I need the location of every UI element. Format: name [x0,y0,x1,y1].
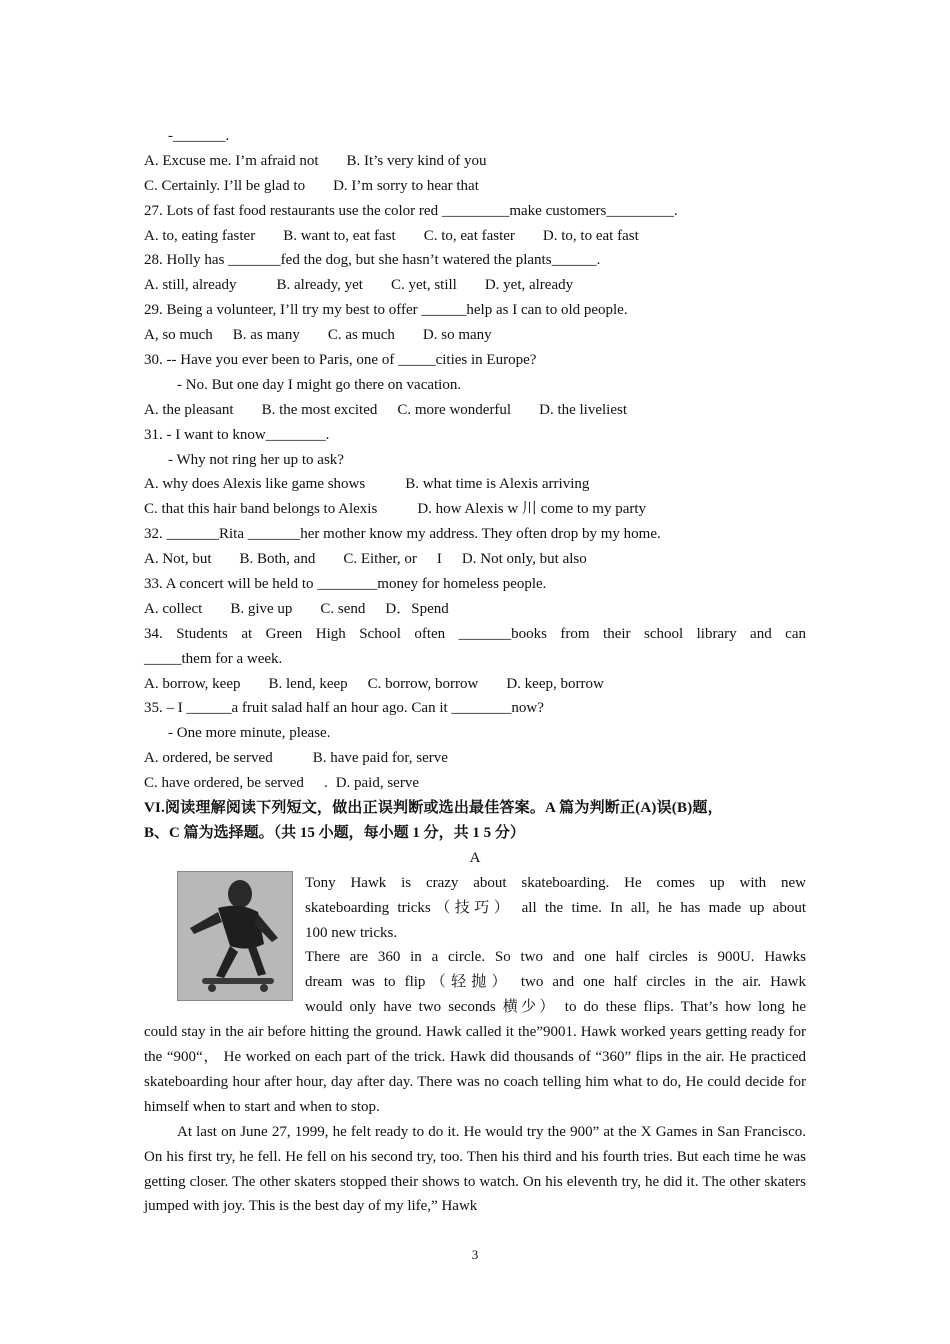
passage-line: Tony Hawk is crazy about skateboarding. He comes up with new [305,874,806,891]
passage-line: There are 360 in a circle. So two and one half circles is 900U. Hawks [305,949,806,966]
option-c: C. that this hair band belongs to Alexis [144,501,378,518]
option-d: D. yet, already [484,277,574,294]
passage-a [144,871,806,1220]
question-34-cont: _____them for a week. [144,650,283,667]
option-a: A. borrow, keep [144,675,241,692]
options-row [144,472,806,497]
passage-line: dream was to flip（轻抛） two and one half circles in the air. Hawk [305,974,806,991]
section-heading: VI.阅读理解阅读下列短文，做出正误判断或选出最佳答案。A 篇为判断正(A)误(B)题， [144,800,723,817]
option-c: C. to, eat faster [423,227,515,244]
option-c: C. have ordered, be served [144,775,304,792]
option-a: A. the pleasant [144,401,234,418]
question-29: 29. Being a volunteer, I’ll try my best to offer ______help as I can to old people. [144,302,628,319]
option-c: C. as much [327,327,395,344]
question-28: 28. Holly has _______fed the dog, but she hasn’t watered the plants______. [144,252,601,269]
passage-label: A [469,849,481,866]
option-d: D. to, to eat fast [542,227,639,244]
page-number: 3 [471,1247,479,1262]
stray-mark: I [436,551,442,568]
options-row [144,273,806,298]
option-d: D. Not only, but also [461,551,587,568]
option-d: D. so many [422,327,492,344]
answer-blank-line: -_______. [168,128,230,144]
options-row [144,497,806,522]
option-a: A. Excuse me. I’m afraid not [144,152,319,169]
option-b: B. already, yet [276,277,363,294]
option-a: A. Not, but [144,551,212,568]
option-b: B. want to, eat fast [283,227,396,244]
exam-page [144,124,806,1219]
option-c: C. send [320,600,366,617]
question-35-reply: - One more minute, please. [168,725,331,742]
option-a: A. why does Alexis like game shows [144,476,366,493]
option-a: A. still, already [144,277,237,294]
question-31: 31. - I want to know________. [144,426,330,443]
passage-line: would only have two seconds 横少） to do these flips. That’s how long he [305,999,806,1016]
passage-line: 100 new tricks. [305,924,398,941]
option-d: D. how Alexis w 川 come to my party [417,501,647,518]
option-b: B. give up [230,600,293,617]
option-d: D. I’m sorry to hear that [333,177,479,194]
options-row [144,224,806,249]
option-c: C. more wonderful [397,401,512,418]
option-b: B. lend, keep [268,675,348,692]
option-c: C. Certainly. I’ll be glad to [144,177,306,194]
option-a: A. ordered, be served [144,750,273,767]
option-d: D．Spend [385,600,449,617]
option-b: B. Both, and [239,551,316,568]
option-b: B. have paid for, serve [312,750,448,767]
options-row [144,149,806,174]
options-row [144,597,806,622]
question-30: 30. -- Have you ever been to Paris, one of _____cities in Europe? [144,352,537,369]
passage-paragraph: could stay in the air before hitting the ground. Hawk called it the”9001. Hawk worked years getting ready for the “900“， He worked on each part of the trick. Hawk did thousands of “360” flips in the air. He practiced skateboarding hour after hour, day after day. There was no coach telling him what to do, He could decide for himself when to start and when to stop. [144,1024,806,1115]
option-c: C. Either, or [343,551,417,568]
options-row [144,672,806,697]
question-34: 34. Students at Green High School often _______books from their school library and can [144,625,806,642]
question-35: 35. – I ______a fruit salad half an hour ago. Can it ________now? [144,700,544,717]
question-32: 32. _______Rita _______her mother know my address. They often drop by my home. [144,526,661,543]
options-row [144,174,806,199]
option-d: D. paid, serve [335,775,419,792]
option-d: D. keep, borrow [506,675,604,692]
options-row [144,771,806,796]
option-c: C. borrow, borrow [367,675,479,692]
option-b: B. It’s very kind of you [346,152,487,169]
skateboarder-figure-icon [178,872,292,1000]
options-row [144,746,806,771]
question-27: 27. Lots of fast food restaurants use the color red _________make customers_________. [144,202,678,219]
option-c: C. yet, still [390,277,457,294]
skateboarder-photo [177,871,293,1001]
option-a: A. to, eating faster [144,227,256,244]
option-d: D. the liveliest [539,401,628,418]
option-b: B. what time is Alexis arriving [405,476,590,493]
passage-paragraph: At last on June 27, 1999, he felt ready to do it. He would try the 900” at the X Games in San Francisco. On his first try, he fell. He fell on his second try, too. Then his third and his fourth tries. But each time he was getting closer. The other skaters stopped their shows to watch. On his eleventh try, he did it. The other skaters jumped with joy. This is the best day of my life,” Hawk [144,1123,806,1215]
options-row [144,398,806,423]
stray-mark: . [323,775,328,792]
question-33: 33. A concert will be held to ________money for homeless people. [144,576,547,593]
passage-line: skateboarding tricks（技巧） all the time. In all, he has made up about [305,899,806,916]
options-row [144,547,806,572]
section-heading-cont: B、C 篇为选择题。（共 15 小题，每小题 1 分，共 1 5 分） [144,824,525,841]
option-b: B. the most excited [261,401,378,418]
options-row [144,323,806,348]
option-a: A, so much [144,327,213,344]
option-a: A. collect [144,600,203,617]
question-30-reply: - No. But one day I might go there on vacation. [177,376,462,393]
option-b: B. as many [232,327,300,344]
question-31-reply: - Why not ring her up to ask? [168,451,344,468]
